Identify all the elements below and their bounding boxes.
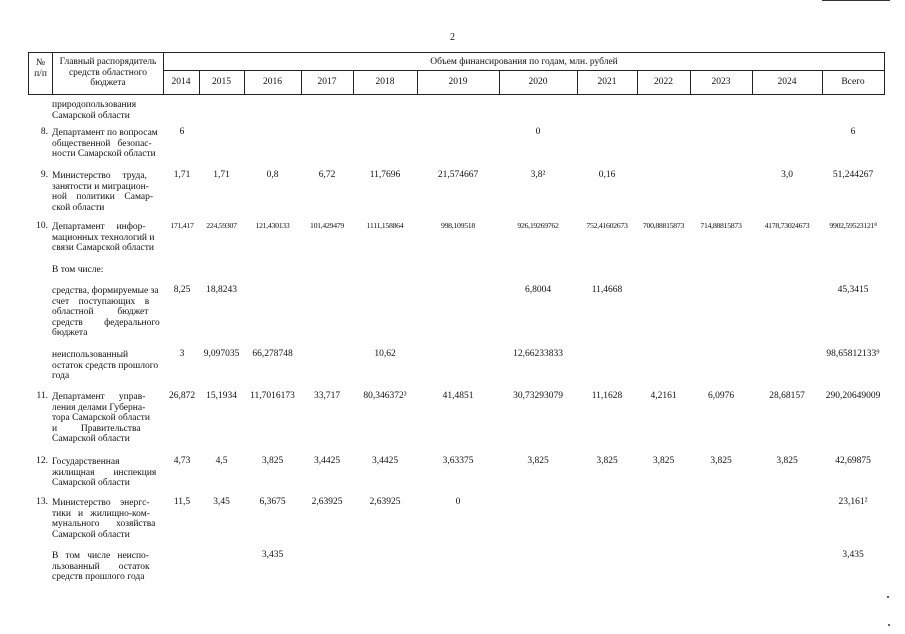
page-dot: [888, 624, 890, 626]
value-cell: 1,71: [213, 170, 230, 180]
value-cell: 3,0: [781, 170, 793, 180]
header-year-2019: 2019: [448, 77, 468, 87]
value-cell: 42,69875: [835, 456, 871, 466]
value-cell: 224,59307: [206, 221, 237, 230]
value-cell: 2,63925: [369, 497, 401, 507]
value-cell: 51,244267: [832, 170, 874, 180]
value-cell: 3,825: [527, 456, 549, 466]
header-year-2015: 2015: [212, 77, 231, 87]
value-cell: 11,1628: [591, 391, 623, 401]
row-number: 13.: [36, 497, 48, 507]
row-name: Министерство энергс- тики и жилищно-ком- мунального хозяйства Самарской области: [52, 498, 156, 540]
header-year-2018: 2018: [375, 77, 395, 87]
value-cell: 0,8: [266, 170, 279, 180]
value-cell: 3,825: [710, 456, 732, 466]
value-cell: 0: [535, 127, 541, 137]
row-name: В том числе неиспо- льзованный остаток средств прошлого года: [52, 551, 150, 582]
value-cell: 290,20649009: [825, 391, 881, 401]
row-name: Департамент управ- ления делами Губерна- тора Самарской области и Правительства Самарской области: [52, 392, 150, 444]
value-cell: 121,430133: [255, 221, 290, 230]
value-cell: 11,7016173: [250, 391, 295, 401]
value-cell: 3,63375: [442, 456, 474, 466]
row-name: Министерство труда, занятости и миграцион- ной политики Самар- ской области: [52, 171, 154, 213]
header-year-2014: 2014: [171, 77, 191, 87]
value-cell: 3,4425: [313, 456, 341, 466]
value-cell: 752,41602673: [586, 221, 628, 230]
value-cell: 0: [455, 497, 461, 507]
value-cell: 6,8004: [524, 285, 552, 295]
value-cell: 8,25: [173, 285, 191, 295]
row-name: Департамент инфор- мационных технологий и связи Самарской области: [52, 222, 155, 253]
header-col-number: № п/п: [34, 58, 47, 79]
value-cell: 101,429479: [309, 221, 345, 230]
value-cell: 26,872: [168, 391, 196, 401]
value-cell: 10,62: [374, 349, 396, 359]
value-cell: 3,825: [596, 456, 618, 466]
header-group-title: Объем финансирования по годам, млн. рублей: [430, 57, 618, 67]
value-cell: 171,417: [170, 221, 194, 230]
header-year-2017: 2017: [317, 77, 337, 87]
value-cell: 28,68157: [769, 391, 805, 401]
value-cell: 98,65812133⁹: [826, 349, 880, 359]
header-year-2023: 2023: [711, 77, 731, 87]
value-cell: 9902,59523121⁸: [829, 221, 877, 230]
page-dot: [887, 596, 889, 598]
header-year-2016: 2016: [263, 77, 282, 87]
value-cell: 23,161²: [838, 497, 868, 507]
value-cell: 3,4425: [371, 456, 399, 466]
value-cell: 6,72: [318, 170, 336, 180]
row-name: Департамент по вопросам общественной безопас- ности Самарской области: [52, 128, 158, 159]
value-cell: 3,8²: [530, 170, 546, 180]
value-cell: 6,0976: [707, 391, 735, 401]
value-cell: 80,346372³: [363, 391, 407, 401]
value-cell: 714,88815873: [700, 221, 742, 230]
value-cell: 2,63925: [311, 497, 343, 507]
value-cell: 11,4668: [591, 285, 623, 295]
row-number: 8.: [40, 127, 48, 137]
value-cell: 45,3415: [837, 285, 869, 295]
value-cell: 3: [179, 349, 185, 359]
value-cell: 3,825: [652, 456, 675, 466]
value-cell: 998,109518: [440, 221, 476, 230]
value-cell: 4,5: [215, 456, 228, 466]
row-number: 11.: [36, 391, 48, 401]
page-number: 2: [450, 32, 455, 43]
row-number: 12.: [36, 456, 48, 466]
row-name: Государственная жилищная инспекция Самарской области: [52, 457, 157, 488]
value-cell: 66,278748: [252, 349, 293, 359]
value-cell: 3,825: [776, 456, 798, 466]
value-cell: 12,66233833: [513, 349, 563, 359]
header-year-total: Всего: [841, 77, 865, 87]
value-cell: 1,71: [173, 170, 191, 180]
value-cell: 4,73: [173, 456, 191, 466]
value-cell: 3,435: [261, 550, 284, 560]
value-cell: 15,1934: [206, 391, 237, 401]
header-mid-line: [163, 70, 884, 71]
value-cell: 30,73293079: [513, 391, 563, 401]
value-cell: 4,2161: [650, 391, 677, 401]
row-number: 10.: [36, 221, 48, 231]
value-cell: 33,717: [313, 391, 341, 401]
value-cell: 6,3675: [259, 497, 286, 507]
value-cell: 3,435: [842, 550, 864, 560]
value-cell: 11,7696: [369, 170, 401, 180]
row-name: средства, формируемые за счет поступающих в областной бюджет средств федерального бюджета: [52, 286, 160, 338]
value-cell: 6: [179, 127, 185, 137]
header-year-2020: 2020: [528, 77, 548, 87]
value-cell: 3,45: [213, 497, 230, 507]
value-cell: 0,16: [598, 170, 616, 180]
corner-rule: [822, 0, 890, 1]
header-right-line: [884, 52, 885, 95]
row-name: природопользования Самарской области: [52, 100, 137, 121]
value-cell: 700,88815873: [642, 221, 685, 230]
value-cell: 41,4851: [442, 391, 474, 401]
row-name: В том числе:: [52, 265, 104, 275]
row-number: 9.: [40, 170, 48, 180]
value-cell: 9,097035: [203, 349, 240, 359]
value-cell: 4178,73024673: [764, 221, 810, 230]
value-cell: 6: [850, 127, 856, 137]
header-top-line: [28, 52, 884, 53]
header-year-2021: 2021: [597, 77, 617, 87]
header-year-2022: 2022: [654, 77, 673, 87]
header-year-2024: 2024: [777, 77, 797, 87]
header-bottom-line: [28, 94, 884, 95]
value-cell: 926,19269762: [517, 221, 559, 230]
row-name: неиспользованный остаток средств прошлого года: [52, 350, 159, 381]
value-cell: 18,8243: [206, 285, 237, 295]
value-cell: 3,825: [261, 456, 284, 466]
value-cell: 21,574667: [437, 170, 479, 180]
value-cell: 1111,158864: [366, 221, 404, 230]
value-cell: 11,5: [173, 497, 191, 507]
header-col-name: Главный распорядитель средств областного бюджета: [59, 57, 157, 88]
